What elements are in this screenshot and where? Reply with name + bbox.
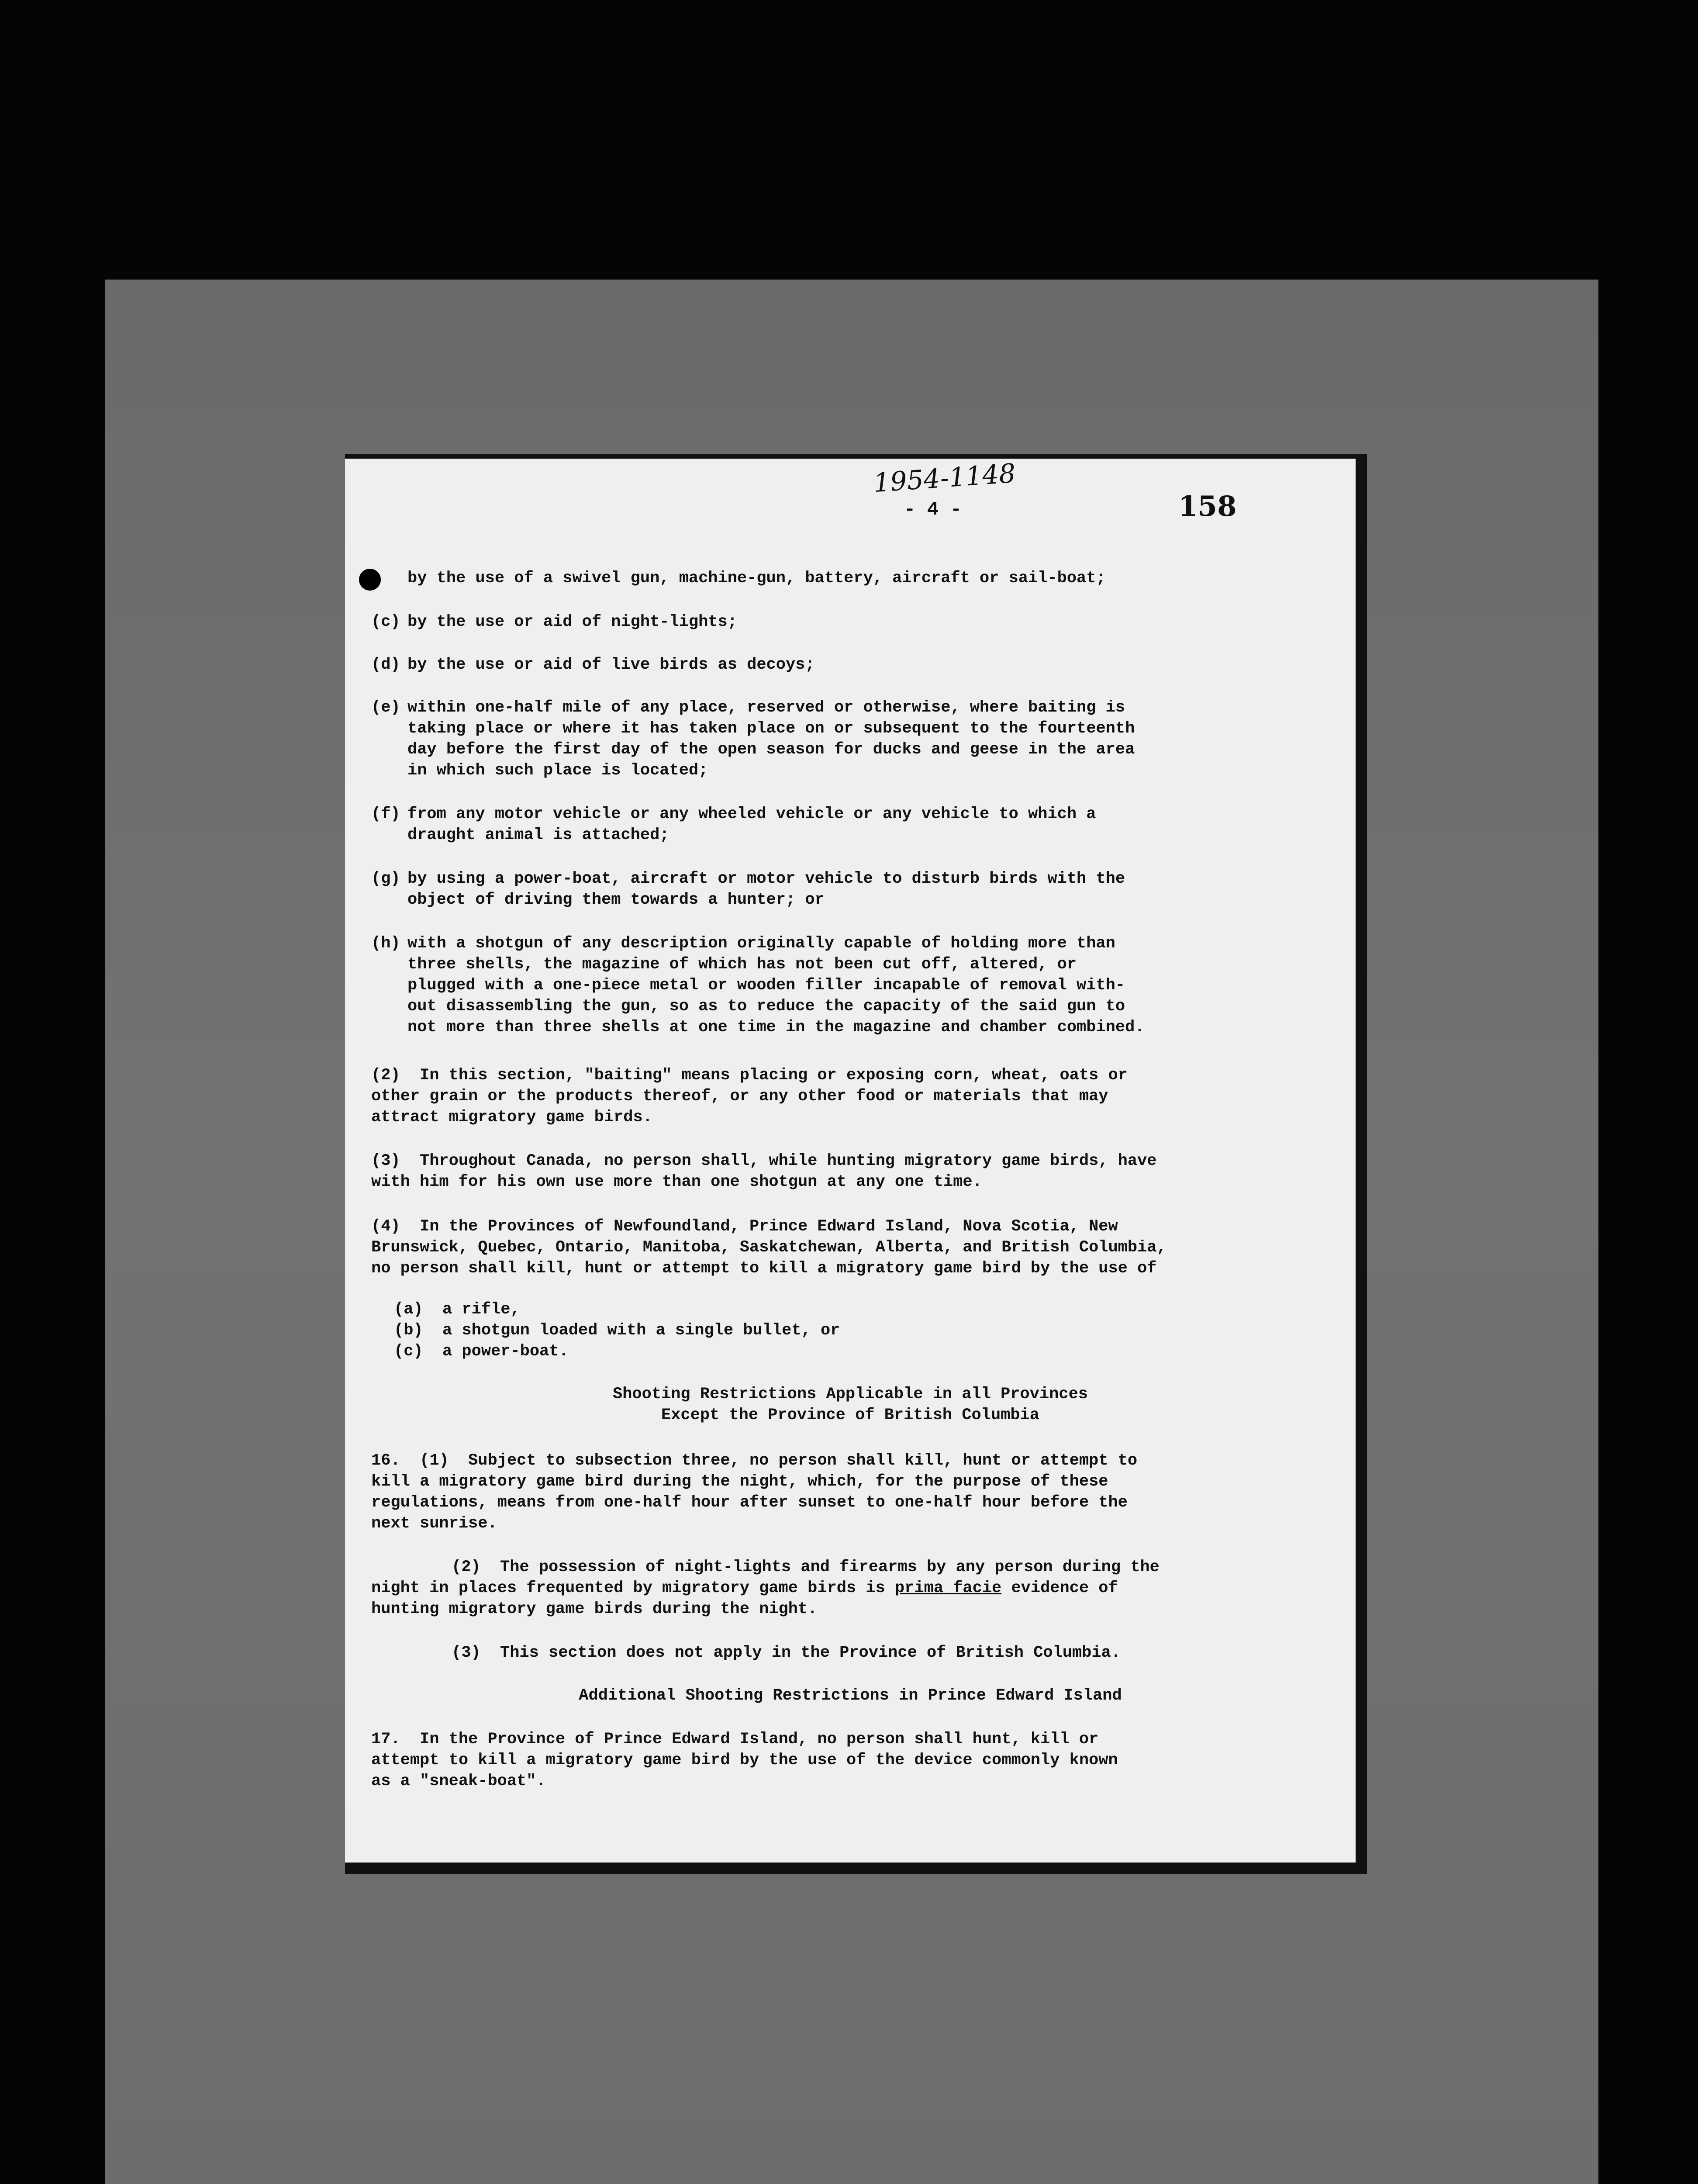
page-dash-number: - 4 - bbox=[904, 499, 962, 521]
clause-h-label: (h) bbox=[371, 934, 400, 953]
para-2-line-1: (2) In this section, "baiting" means placing or exposing corn, wheat, oats or bbox=[371, 1066, 1128, 1085]
clause-c-line-1: by the use or aid of night-lights; bbox=[407, 613, 737, 631]
section-16-1-line-1: 16. (1) Subject to subsection three, no person shall kill, hunt or attempt to bbox=[371, 1451, 1138, 1470]
clause-d-line-1: by the use or aid of live birds as decoys; bbox=[407, 656, 815, 674]
clause-h-line-5: not more than three shells at one time in the magazine and chamber combined. bbox=[407, 1018, 1145, 1037]
clause-e-line-4: in which such place is located; bbox=[407, 761, 708, 780]
para-4-line-1: (4) In the Provinces of Newfoundland, Prince Edward Island, Nova Scotia, New bbox=[371, 1217, 1118, 1236]
section-17-line-1: 17. In the Province of Prince Edward Island, no person shall hunt, kill or bbox=[371, 1730, 1099, 1749]
para-4-line-3: no person shall kill, hunt or attempt to kill a migratory game bird by the use of bbox=[371, 1259, 1157, 1278]
section-16-2-line-2-pre: night in places frequented by migratory game birds is bbox=[371, 1579, 895, 1597]
clause-e-line-3: day before the first day of the open season for ducks and geese in the area bbox=[407, 740, 1135, 759]
ink-blot bbox=[359, 569, 381, 591]
prima-facie-underlined: prima facie bbox=[895, 1579, 1002, 1597]
section-16-1-line-2: kill a migratory game bird during the night, which, for the purpose of these bbox=[371, 1472, 1108, 1491]
clause-h-line-2: three shells, the magazine of which has not been cut off, altered, or bbox=[407, 955, 1077, 974]
clause-c-label: (c) bbox=[371, 613, 400, 631]
section-16-2-line-2 bbox=[371, 1578, 1118, 1599]
clause-b-line-1: by the use of a swivel gun, machine-gun, battery, aircraft or sail-boat; bbox=[407, 569, 1106, 587]
clause-g-label: (g) bbox=[371, 870, 400, 888]
document-page bbox=[345, 454, 1367, 1874]
para-4-line-2: Brunswick, Quebec, Ontario, Manitoba, Saskatchewan, Alberta, and British Columbia, bbox=[371, 1238, 1167, 1257]
clause-g-line-2: object of driving them towards a hunter; or bbox=[407, 891, 825, 909]
page-number: 158 bbox=[1178, 490, 1237, 523]
section-16-2-line-2-post: evidence of bbox=[1001, 1579, 1118, 1597]
clause-e-line-1: within one-half mile of any place, reserved or otherwise, where baiting is bbox=[407, 698, 1125, 717]
section-heading-line-2: Except the Province of British Columbia bbox=[661, 1406, 1039, 1424]
section-16-2-line-1: (2) The possession of night-lights and firearms by any person during the bbox=[452, 1558, 1160, 1576]
clause-h-line-4: out disassembling the gun, so as to reduce the capacity of the said gun to bbox=[407, 997, 1125, 1016]
clause-d-label: (d) bbox=[371, 656, 400, 674]
clause-e-label: (e) bbox=[371, 698, 400, 717]
section-heading-line-1: Shooting Restrictions Applicable in all Provinces bbox=[613, 1385, 1088, 1403]
para-3-line-2: with him for his own use more than one shotgun at any one time. bbox=[371, 1173, 982, 1191]
clause-e-line-2: taking place or where it has taken place on or subsequent to the fourteenth bbox=[407, 719, 1135, 738]
para-4-item-c: (c) a power-boat. bbox=[394, 1342, 569, 1361]
clause-h-line-1: with a shotgun of any description originally capable of holding more than bbox=[407, 934, 1115, 953]
clause-f-line-2: draught animal is attached; bbox=[407, 826, 670, 844]
clause-f-line-1: from any motor vehicle or any wheeled vehicle or any vehicle to which a bbox=[407, 805, 1096, 823]
clause-h-line-3: plugged with a one-piece metal or wooden filler incapable of removal with- bbox=[407, 976, 1125, 995]
section-16-1-line-3: regulations, means from one-half hour after sunset to one-half hour before the bbox=[371, 1493, 1128, 1512]
clause-f-label: (f) bbox=[371, 805, 400, 823]
section-16-2-line-3: hunting migratory game birds during the night. bbox=[371, 1600, 818, 1618]
para-4-item-a: (a) a rifle, bbox=[394, 1300, 520, 1319]
para-3-line-1: (3) Throughout Canada, no person shall, while hunting migratory game birds, have bbox=[371, 1152, 1157, 1170]
section-16-3-line-1: (3) This section does not apply in the Province of British Columbia. bbox=[452, 1644, 1121, 1662]
para-2-line-3: attract migratory game birds. bbox=[371, 1108, 652, 1127]
clause-g-line-1: by using a power-boat, aircraft or motor vehicle to disturb birds with the bbox=[407, 870, 1125, 888]
section-heading-pei: Additional Shooting Restrictions in Prince Edward Island bbox=[579, 1686, 1122, 1705]
section-17-line-3: as a "sneak-boat". bbox=[371, 1772, 546, 1790]
para-2-line-2: other grain or the products thereof, or any other food or materials that may bbox=[371, 1087, 1108, 1106]
para-4-item-b: (b) a shotgun loaded with a single bullet, or bbox=[394, 1321, 840, 1340]
section-16-1-line-4: next sunrise. bbox=[371, 1514, 497, 1533]
section-17-line-2: attempt to kill a migratory game bird by the use of the device commonly known bbox=[371, 1751, 1118, 1769]
handwritten-file-number: 1954-1148 bbox=[872, 458, 1017, 499]
